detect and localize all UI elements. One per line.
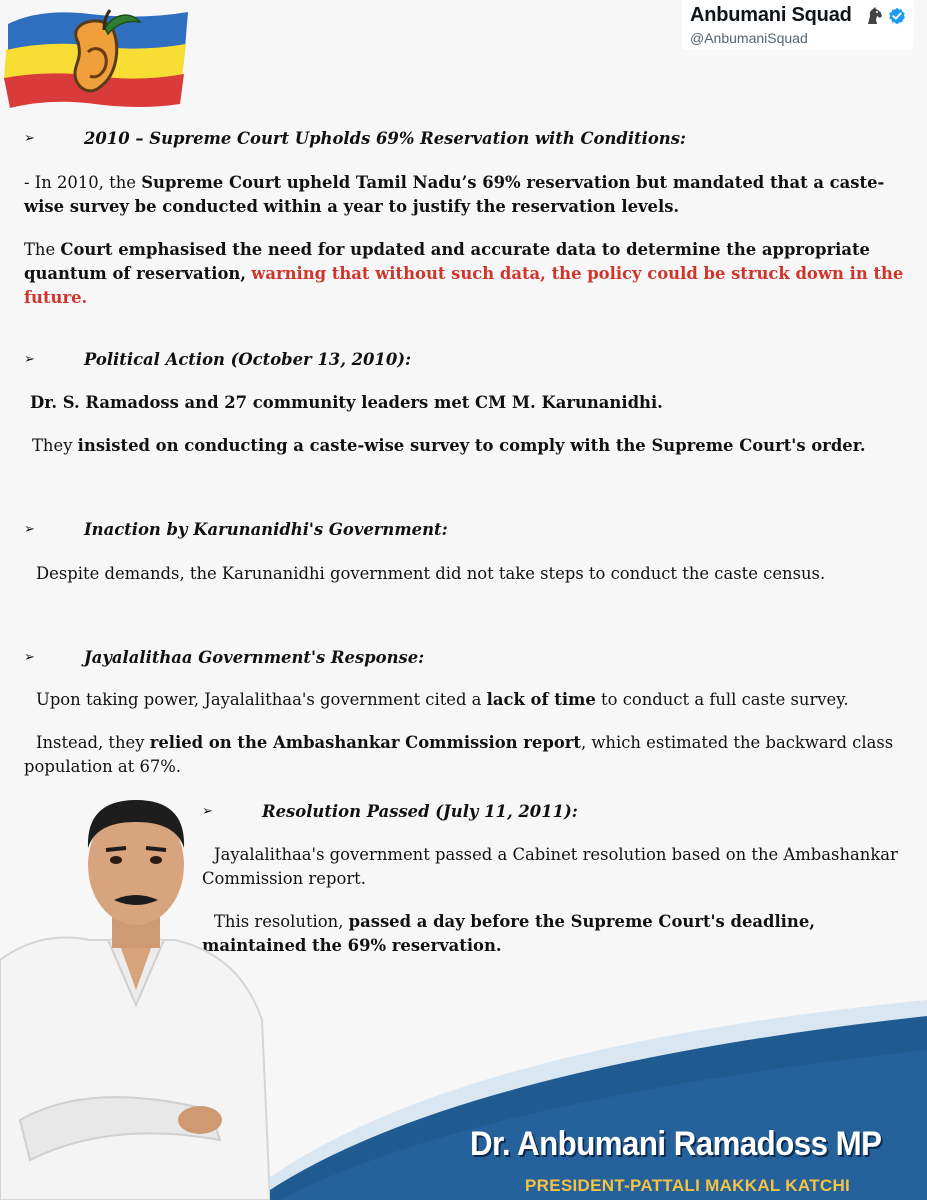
- section-paragraph: [24, 731, 912, 779]
- section-paragraph: [24, 171, 912, 219]
- body-text: The: [24, 240, 61, 259]
- bold-text: insisted on conducting a caste-wise survey to comply with the Supreme Court's order.: [77, 436, 866, 455]
- arrowhead-bullet-icon: ➢: [24, 650, 35, 665]
- verified-badge-icon: [888, 7, 906, 25]
- body-text: - In 2010, the: [24, 173, 142, 192]
- account-handle-card: [682, 0, 914, 50]
- body-text: This resolution,: [214, 912, 349, 931]
- section-paragraph: [36, 562, 912, 586]
- section-paragraph: [202, 843, 902, 891]
- bold-text: Dr. S. Ramadoss and 27 community leaders met CM M. Karunanidhi.: [30, 393, 663, 412]
- bold-text: relied on the Ambashankar Commission report: [149, 733, 581, 752]
- section-paragraph: [36, 688, 912, 712]
- section-heading: Political Action (October 13, 2010):: [84, 350, 412, 369]
- bold-text: Court emphasised the need for updated and accurate data to determine the appropriate quantum of reservation,: [24, 240, 870, 283]
- body-text: Jayalalithaa's government passed a Cabinet resolution based on the Ambashankar Commission report.: [202, 845, 898, 888]
- section-paragraph: [32, 434, 912, 458]
- party-flag-logo-icon: [0, 0, 195, 115]
- section-heading: Resolution Passed (July 11, 2011):: [262, 802, 578, 821]
- bold-text: lack of time: [486, 690, 596, 709]
- highlight-text: warning that without such data, the policy could be struck down in the future.: [24, 264, 904, 307]
- section-paragraph: [30, 391, 910, 415]
- bold-text: Supreme Court upheld Tamil Nadu’s 69% reservation but mandated that a caste-wise survey be conducted within a year to justify the reservation levels.: [24, 173, 885, 216]
- section-paragraph: [202, 910, 902, 958]
- section-paragraph: [24, 238, 912, 310]
- section-heading: Jayalalithaa Government's Response:: [84, 648, 425, 667]
- arrowhead-bullet-icon: ➢: [202, 804, 213, 819]
- arrowhead-bullet-icon: ➢: [24, 522, 35, 537]
- body-text: They: [32, 436, 78, 455]
- arrowhead-bullet-icon: ➢: [24, 352, 35, 367]
- body-text: Despite demands, the Karunanidhi government did not take steps to conduct the caste census.: [36, 564, 826, 583]
- arrowhead-bullet-icon: ➢: [24, 131, 35, 146]
- account-name: Anbumani Squad: [690, 4, 852, 26]
- section-heading: Inaction by Karunanidhi's Government:: [84, 520, 448, 539]
- account-handle: @AnbumaniSquad: [690, 30, 808, 46]
- leader-portrait: [0, 790, 270, 1200]
- bold-text: passed a day before the Supreme Court's deadline, maintained the 69% reservation.: [202, 912, 815, 955]
- body-text: Instead, they: [36, 733, 150, 752]
- banner-title: PRESIDENT-PATTALI MAKKAL KATCHI: [525, 1176, 851, 1195]
- body-text: to conduct a full caste survey.: [595, 690, 849, 709]
- body-text: Upon taking power, Jayalalithaa's government cited a: [36, 690, 487, 709]
- section-heading: 2010 – Supreme Court Upholds 69% Reservation with Conditions:: [84, 129, 686, 148]
- horse-head-icon: [864, 6, 884, 26]
- banner-name: Dr. Anbumani Ramadoss MP: [470, 1125, 882, 1163]
- body-text: , which estimated the backward class population at 67%.: [24, 733, 894, 776]
